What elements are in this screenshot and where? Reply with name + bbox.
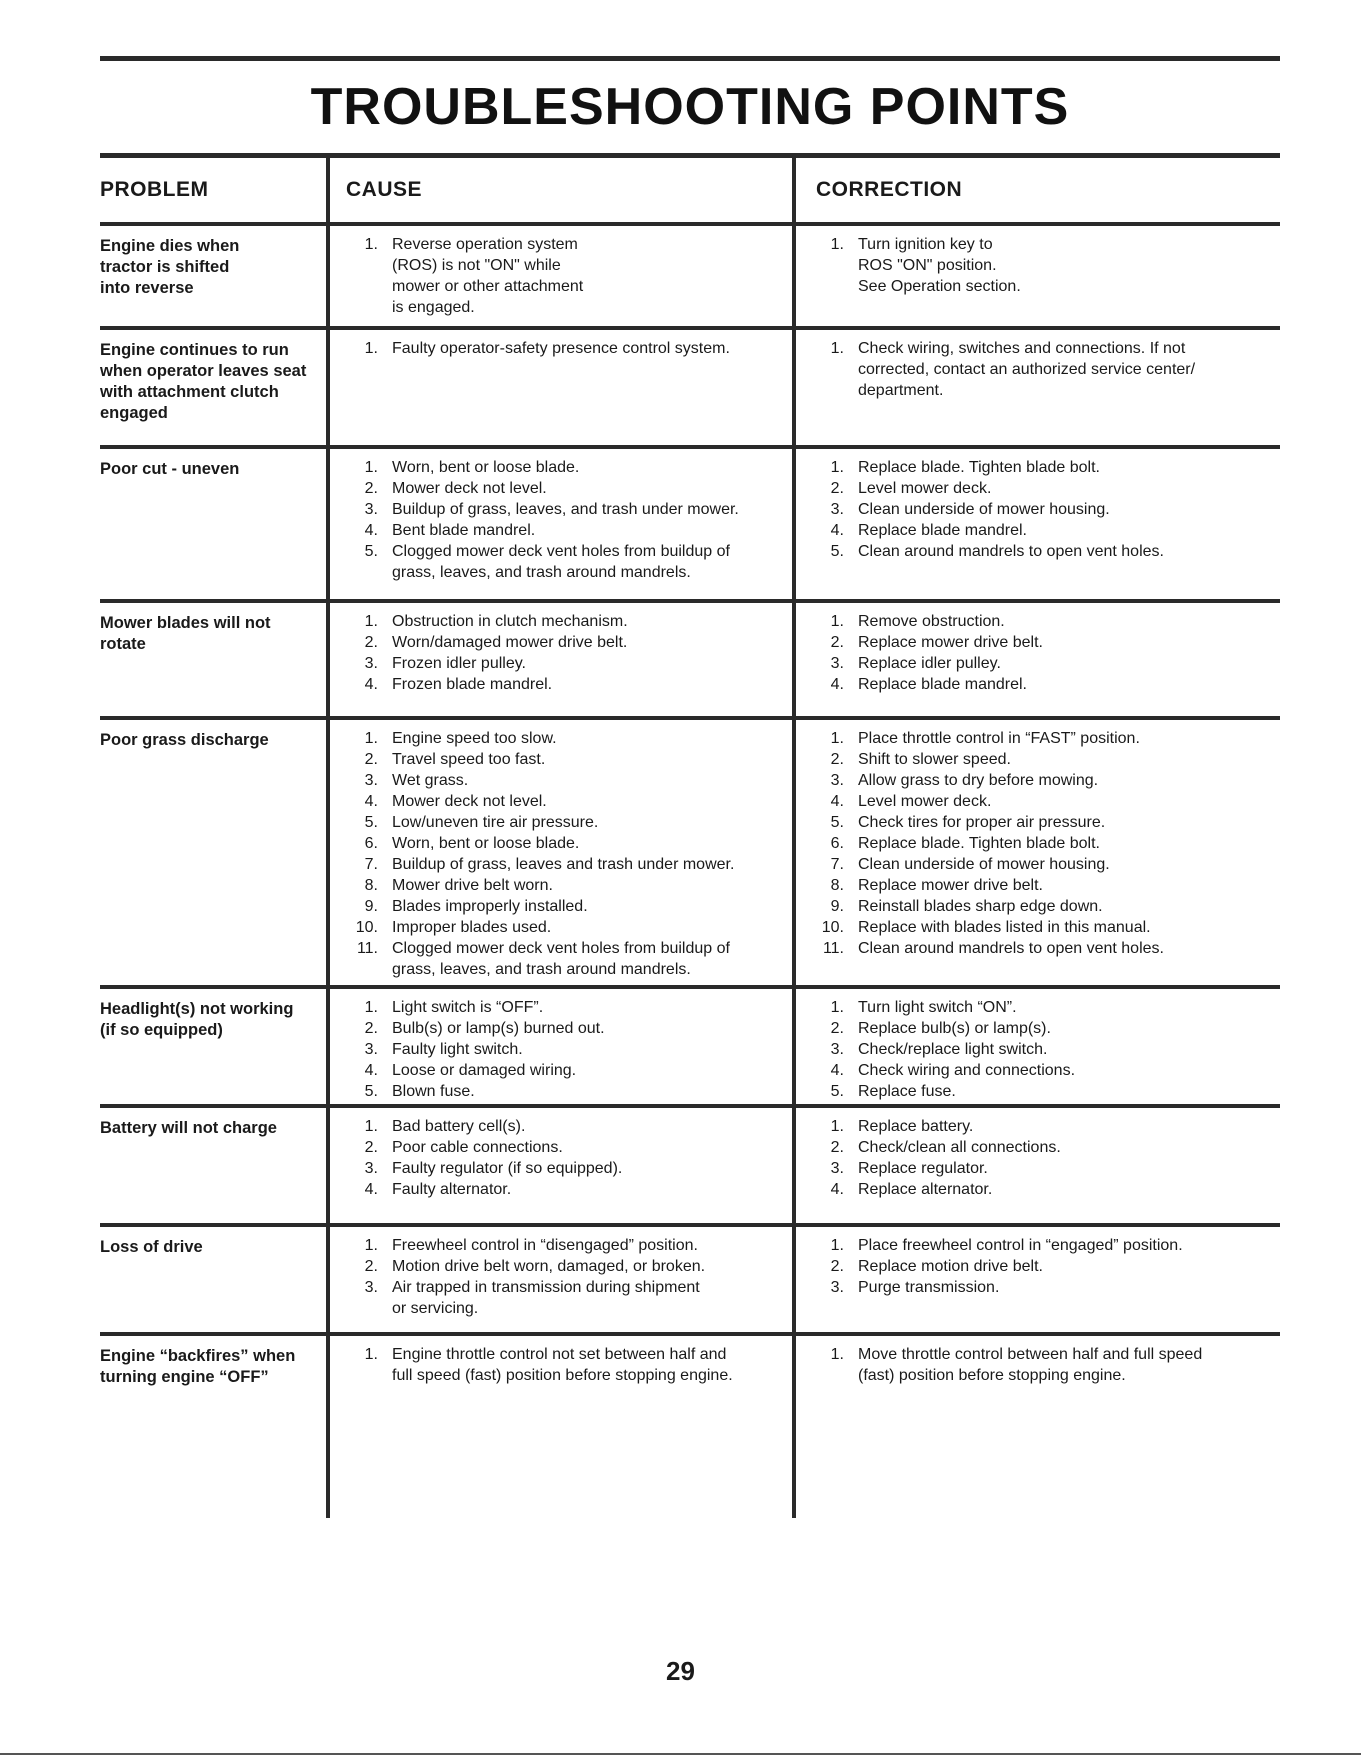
item-number: 5.: [364, 543, 378, 560]
cause-item: [348, 833, 792, 854]
correction-item: [814, 499, 1280, 520]
cause-cell: [326, 611, 792, 716]
cause-item: [348, 653, 792, 674]
cause-item: [348, 875, 792, 896]
item-text: Replace alternator.: [858, 1181, 993, 1198]
correction-item: [814, 997, 1280, 1018]
cause-cell: [326, 457, 792, 599]
item-text: Improper blades used.: [392, 919, 552, 936]
cause-item: [348, 749, 792, 770]
item-number: 2.: [364, 480, 378, 497]
correction-item: [814, 632, 1280, 653]
cause-item: [348, 791, 792, 812]
item-text: Clean underside of mower housing.: [858, 856, 1110, 873]
item-number: 2.: [830, 480, 844, 497]
top-rule: [100, 56, 1280, 61]
cause-item: [348, 770, 792, 791]
item-text: Faulty regulator (if so equipped).: [392, 1160, 623, 1177]
correction-cell: [792, 997, 1280, 1104]
item-number: 1.: [830, 613, 844, 630]
item-text: Bulb(s) or lamp(s) burned out.: [392, 1020, 605, 1037]
cause-cell: [326, 338, 792, 445]
correction-item: [814, 653, 1280, 674]
item-text: Blades improperly installed.: [392, 898, 588, 915]
item-text: Check tires for proper air pressure.: [858, 814, 1106, 831]
cause-item: [348, 1179, 792, 1200]
item-text: Replace blade. Tighten blade bolt.: [858, 459, 1100, 476]
item-number: 1.: [364, 730, 378, 747]
item-text: Poor cable connections.: [392, 1139, 563, 1156]
correction-cell: [792, 1235, 1280, 1332]
correction-cell: [792, 338, 1280, 445]
item-number: 6.: [364, 835, 378, 852]
item-text: Turn ignition key to ROS "ON" position. See Operation section.: [858, 236, 1021, 295]
item-number: 5.: [364, 1083, 378, 1100]
item-text: Worn, bent or loose blade.: [392, 459, 580, 476]
table-row: [100, 603, 1280, 716]
item-text: Replace with blades listed in this manual.: [858, 919, 1151, 936]
table-header: [100, 158, 1280, 222]
item-number: 2.: [364, 1139, 378, 1156]
correction-item: [814, 1039, 1280, 1060]
item-number: 9.: [364, 898, 378, 915]
item-text: Replace mower drive belt.: [858, 877, 1043, 894]
cause-item: [348, 1277, 792, 1319]
item-text: Level mower deck.: [858, 793, 992, 810]
item-text: Wet grass.: [392, 772, 469, 789]
correction-item: [814, 338, 1280, 401]
item-number: 3.: [830, 655, 844, 672]
item-text: Check/replace light switch.: [858, 1041, 1048, 1058]
correction-cell: [792, 1116, 1280, 1223]
cause-item: [348, 520, 792, 541]
item-number: 5.: [830, 1083, 844, 1100]
problem-cell: Engine “backfires” when turning engine “OFF”: [100, 1347, 296, 1386]
item-text: Check wiring, switches and connections. If not corrected, contact an authorized service center/ department.: [858, 340, 1196, 399]
correction-item: [814, 812, 1280, 833]
item-text: Turn light switch “ON”.: [858, 999, 1017, 1016]
item-text: Place throttle control in “FAST” position.: [858, 730, 1140, 747]
correction-item: [814, 541, 1280, 562]
item-number: 1.: [830, 999, 844, 1016]
item-number: 9.: [830, 898, 844, 915]
item-number: 2.: [830, 1020, 844, 1037]
item-number: 3.: [364, 655, 378, 672]
correction-item: [814, 520, 1280, 541]
item-number: 2.: [364, 1020, 378, 1037]
item-number: 1.: [364, 1346, 378, 1363]
cause-item: [348, 338, 792, 359]
cause-item: [348, 541, 792, 583]
correction-item: [814, 854, 1280, 875]
item-number: 3.: [830, 501, 844, 518]
correction-item: [814, 770, 1280, 791]
item-text: Clogged mower deck vent holes from buildup of grass, leaves, and trash around mandrels.: [392, 543, 730, 581]
item-text: Loose or damaged wiring.: [392, 1062, 577, 1079]
header-problem: PROBLEM: [100, 178, 209, 201]
item-number: 2.: [830, 751, 844, 768]
correction-item: [814, 917, 1280, 938]
item-number: 5.: [364, 814, 378, 831]
item-text: Worn/damaged mower drive belt.: [392, 634, 628, 651]
item-text: Motion drive belt worn, damaged, or broken.: [392, 1258, 706, 1275]
problem-cell: Engine dies when tractor is shifted into reverse: [100, 237, 240, 297]
cause-item: [348, 457, 792, 478]
page-title: TROUBLESHOOTING POINTS: [310, 78, 1070, 136]
cause-item: [348, 854, 792, 875]
item-number: 11.: [356, 940, 378, 957]
item-text: Air trapped in transmission during shipment or servicing.: [392, 1279, 700, 1317]
table-row: [100, 1336, 1280, 1416]
cause-item: [348, 1116, 792, 1137]
header-correction: CORRECTION: [816, 178, 963, 201]
item-number: 6.: [830, 835, 844, 852]
correction-item: [814, 674, 1280, 695]
correction-cell: [792, 1344, 1280, 1416]
table-row: [100, 226, 1280, 326]
item-text: Clean around mandrels to open vent holes.: [858, 940, 1164, 957]
item-text: Check/clean all connections.: [858, 1139, 1061, 1156]
cause-item: [348, 1081, 792, 1102]
cause-item: [348, 1235, 792, 1256]
cause-item: [348, 938, 792, 980]
item-number: 3.: [364, 1160, 378, 1177]
item-text: Frozen blade mandrel.: [392, 676, 553, 693]
correction-item: [814, 833, 1280, 854]
item-number: 10.: [355, 919, 378, 936]
item-number: 3.: [364, 1279, 378, 1296]
correction-cell: [792, 234, 1280, 326]
item-text: Clean around mandrels to open vent holes.: [858, 543, 1164, 560]
correction-item: [814, 938, 1280, 959]
item-text: Obstruction in clutch mechanism.: [392, 613, 628, 630]
item-text: Low/uneven tire air pressure.: [392, 814, 599, 831]
item-number: 10.: [821, 919, 844, 936]
column-divider-2: [792, 158, 796, 1518]
cause-item: [348, 997, 792, 1018]
item-number: 1.: [830, 1118, 844, 1135]
problem-cell: Headlight(s) not working (if so equipped): [100, 1000, 294, 1039]
item-text: Replace blade mandrel.: [858, 676, 1027, 693]
correction-item: [814, 875, 1280, 896]
cause-item: [348, 611, 792, 632]
correction-cell: [792, 611, 1280, 716]
problem-cell: Engine continues to run when operator leaves seat with attachment clutch engaged: [100, 341, 307, 422]
correction-item: [814, 1081, 1280, 1102]
item-text: Replace mower drive belt.: [858, 634, 1043, 651]
column-divider-1: [326, 158, 330, 1518]
table-row: [100, 449, 1280, 599]
correction-item: [814, 1344, 1280, 1386]
correction-item: [814, 791, 1280, 812]
item-text: Replace battery.: [858, 1118, 974, 1135]
item-text: Faulty light switch.: [392, 1041, 523, 1058]
item-text: Bad battery cell(s).: [392, 1118, 526, 1135]
item-text: Buildup of grass, leaves and trash under mower.: [392, 856, 735, 873]
correction-item: [814, 611, 1280, 632]
item-number: 2.: [364, 634, 378, 651]
bottom-rule: [0, 1753, 1361, 1755]
item-number: 1.: [830, 1346, 844, 1363]
page-number: 29: [666, 1656, 695, 1686]
table-row: [100, 989, 1280, 1104]
correction-item: [814, 896, 1280, 917]
item-text: Buildup of grass, leaves, and trash under mower.: [392, 501, 739, 518]
item-text: Replace idler pulley.: [858, 655, 1001, 672]
cause-cell: [326, 997, 792, 1104]
item-number: 1.: [830, 1237, 844, 1254]
item-number: 8.: [364, 877, 378, 894]
item-text: Remove obstruction.: [858, 613, 1005, 630]
troubleshooting-table: [100, 158, 1280, 1416]
item-text: Light switch is “OFF”.: [392, 999, 544, 1016]
item-number: 3.: [830, 772, 844, 789]
item-number: 1.: [830, 340, 844, 357]
cause-item: [348, 1137, 792, 1158]
cause-cell: [326, 1235, 792, 1332]
correction-item: [814, 1256, 1280, 1277]
item-number: 3.: [364, 1041, 378, 1058]
troubleshooting-page: [100, 56, 1280, 1416]
correction-item: [814, 1277, 1280, 1298]
item-number: 4.: [830, 1181, 844, 1198]
cause-item: [348, 632, 792, 653]
problem-cell: Battery will not charge: [100, 1119, 277, 1137]
item-text: Mower deck not level.: [392, 793, 547, 810]
item-number: 1.: [830, 236, 844, 253]
correction-item: [814, 728, 1280, 749]
item-text: Allow grass to dry before mowing.: [858, 772, 1099, 789]
table-row: [100, 330, 1280, 445]
cause-item: [348, 1344, 792, 1386]
item-number: 4.: [364, 1062, 378, 1079]
correction-item: [814, 749, 1280, 770]
item-number: 4.: [830, 676, 844, 693]
cause-item: [348, 917, 792, 938]
cause-cell: [326, 1116, 792, 1223]
item-number: 5.: [830, 814, 844, 831]
item-number: 1.: [830, 459, 844, 476]
item-text: Shift to slower speed.: [858, 751, 1011, 768]
cause-item: [348, 1158, 792, 1179]
cause-item: [348, 674, 792, 695]
item-number: 1.: [364, 236, 378, 253]
item-text: Replace fuse.: [858, 1083, 956, 1100]
correction-item: [814, 478, 1280, 499]
item-text: Worn, bent or loose blade.: [392, 835, 580, 852]
item-number: 3.: [364, 772, 378, 789]
item-number: 2.: [364, 751, 378, 768]
correction-item: [814, 1235, 1280, 1256]
problem-cell: Mower blades will not rotate: [100, 614, 271, 653]
correction-cell: [792, 728, 1280, 985]
item-text: Engine throttle control not set between half and full speed (fast) position before stopping engine.: [392, 1346, 733, 1384]
cause-item: [348, 1018, 792, 1039]
item-text: Travel speed too fast.: [392, 751, 546, 768]
table-row: [100, 720, 1280, 985]
item-number: 3.: [830, 1041, 844, 1058]
item-number: 2.: [364, 1258, 378, 1275]
item-number: 7.: [830, 856, 844, 873]
cause-item: [348, 478, 792, 499]
item-number: 1.: [364, 613, 378, 630]
item-text: Replace regulator.: [858, 1160, 988, 1177]
cause-item: [348, 499, 792, 520]
item-number: 1.: [364, 340, 378, 357]
correction-item: [814, 1116, 1280, 1137]
cause-item: [348, 896, 792, 917]
item-text: Bent blade mandrel.: [392, 522, 536, 539]
cause-item: [348, 812, 792, 833]
item-text: Mower drive belt worn.: [392, 877, 553, 894]
item-text: Freewheel control in “disengaged” position.: [392, 1237, 698, 1254]
item-text: Faulty alternator.: [392, 1181, 512, 1198]
cause-item: [348, 1060, 792, 1081]
item-number: 1.: [364, 1237, 378, 1254]
cause-cell: [326, 728, 792, 985]
item-number: 1.: [830, 730, 844, 747]
item-number: 3.: [830, 1279, 844, 1296]
item-number: 4.: [364, 676, 378, 693]
item-number: 1.: [364, 1118, 378, 1135]
item-number: 11.: [822, 940, 844, 957]
table-body: [100, 226, 1280, 1416]
item-number: 4.: [364, 793, 378, 810]
cause-cell: [326, 234, 792, 326]
item-text: Faulty operator-safety presence control system.: [392, 340, 730, 357]
cause-item: [348, 728, 792, 749]
cause-item: [348, 234, 792, 318]
item-number: 2.: [830, 1258, 844, 1275]
item-text: Replace bulb(s) or lamp(s).: [858, 1020, 1051, 1037]
table-row: [100, 1108, 1280, 1223]
item-number: 4.: [364, 1181, 378, 1198]
item-text: Purge transmission.: [858, 1279, 1000, 1296]
item-number: 3.: [830, 1160, 844, 1177]
item-text: Mower deck not level.: [392, 480, 547, 497]
item-text: Replace blade. Tighten blade bolt.: [858, 835, 1100, 852]
item-number: 5.: [830, 543, 844, 560]
item-text: Blown fuse.: [392, 1083, 475, 1100]
item-text: Move throttle control between half and full speed (fast) position before stopping engine.: [858, 1346, 1203, 1384]
item-number: 7.: [364, 856, 378, 873]
cause-item: [348, 1039, 792, 1060]
item-text: Engine speed too slow.: [392, 730, 557, 747]
table-row: [100, 1227, 1280, 1332]
item-number: 4.: [830, 793, 844, 810]
correction-item: [814, 1158, 1280, 1179]
problem-cell: Loss of drive: [100, 1238, 203, 1256]
item-number: 2.: [830, 1139, 844, 1156]
item-text: Reverse operation system (ROS) is not "ON" while mower or other attachment is engaged.: [392, 236, 584, 316]
item-number: 4.: [364, 522, 378, 539]
item-number: 1.: [364, 459, 378, 476]
item-text: Clean underside of mower housing.: [858, 501, 1110, 518]
correction-item: [814, 1137, 1280, 1158]
item-text: Replace motion drive belt.: [858, 1258, 1043, 1275]
header-cause: CAUSE: [346, 178, 423, 201]
item-number: 4.: [830, 1062, 844, 1079]
cause-item: [348, 1256, 792, 1277]
problem-cell: Poor grass discharge: [100, 731, 269, 749]
item-text: Replace blade mandrel.: [858, 522, 1027, 539]
correction-item: [814, 1179, 1280, 1200]
item-number: 4.: [830, 522, 844, 539]
correction-item: [814, 1060, 1280, 1081]
item-number: 1.: [364, 999, 378, 1016]
item-text: Clogged mower deck vent holes from buildup of grass, leaves, and trash around mandrels.: [392, 940, 730, 978]
correction-item: [814, 234, 1280, 297]
item-number: 2.: [830, 634, 844, 651]
item-text: Place freewheel control in “engaged” position.: [858, 1237, 1183, 1254]
item-text: Frozen idler pulley.: [392, 655, 526, 672]
item-number: 3.: [364, 501, 378, 518]
correction-item: [814, 1018, 1280, 1039]
item-text: Level mower deck.: [858, 480, 992, 497]
correction-item: [814, 457, 1280, 478]
correction-cell: [792, 457, 1280, 599]
item-text: Check wiring and connections.: [858, 1062, 1076, 1079]
problem-cell: Poor cut - uneven: [100, 460, 240, 478]
cause-cell: [326, 1344, 792, 1416]
item-number: 8.: [830, 877, 844, 894]
item-text: Reinstall blades sharp edge down.: [858, 898, 1103, 915]
